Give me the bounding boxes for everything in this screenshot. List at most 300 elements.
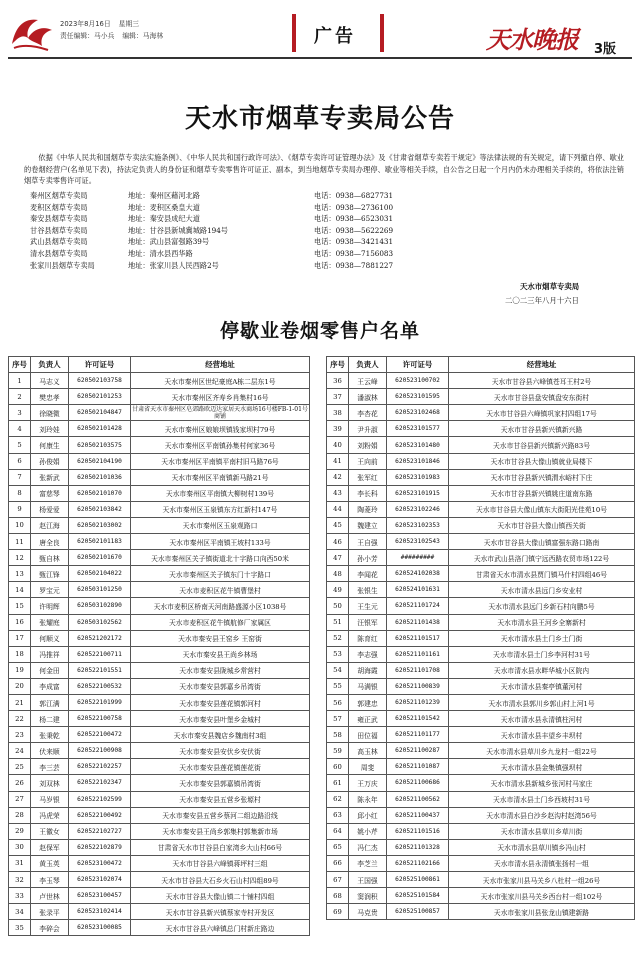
row-address: 天水市秦州区关子镇街道北十字路口向西50米: [131, 550, 310, 566]
row-license: 620521101438: [387, 614, 449, 630]
row-index: 35: [9, 920, 31, 936]
row-person: 赵江海: [31, 517, 69, 533]
row-person: 张新武: [31, 469, 69, 485]
row-address: 天水市甘谷县新兴镇新兴路83号: [449, 437, 635, 453]
row-address: 天水市甘谷县大像山镇二十铺村四组: [131, 888, 310, 904]
row-address: 天水市清水县草川镇乡冯山村: [449, 839, 635, 855]
row-license: 620521101177: [387, 727, 449, 743]
row-person: 马克贵: [349, 904, 387, 920]
bureau-row: [30, 225, 610, 237]
row-index: 2: [9, 389, 31, 405]
row-license: 620524102038: [387, 566, 449, 582]
row-index: 62: [327, 791, 349, 807]
row-license: 620522101999: [69, 694, 131, 710]
row-person: 陶菱玲: [349, 501, 387, 517]
row-person: 李碎会: [31, 920, 69, 936]
bureau-phone: 电话：0938—7156083: [314, 248, 394, 258]
col-header-person: 负责人: [349, 357, 387, 373]
row-index: 33: [9, 888, 31, 904]
page-header: [0, 0, 640, 58]
table-row: [9, 920, 310, 936]
bureau-address: 地址：武山县富强路39号: [128, 237, 210, 247]
row-index: 48: [327, 566, 349, 582]
row-license: 620523100085: [69, 920, 131, 936]
bureau-name: 秦安县烟草专卖局: [30, 214, 88, 224]
signer: 天水市烟草专卖局: [520, 282, 580, 291]
row-address: 天水市秦安县陇城乡常营村: [131, 662, 310, 678]
row-index: 10: [9, 517, 31, 533]
section-name: 广告: [314, 26, 356, 47]
row-person: 陈育红: [349, 630, 387, 646]
row-address: 甘肃省天水市甘谷县白家湾乡大山村66号: [131, 839, 310, 855]
row-person: 李三芸: [31, 759, 69, 775]
table-row: [9, 727, 310, 743]
table-row: [327, 501, 635, 517]
table-row: [9, 373, 310, 389]
row-address: 天水市清水县新城乡张河村马家庄: [449, 775, 635, 791]
row-person: 张银生: [349, 582, 387, 598]
row-person: 杨二建: [31, 711, 69, 727]
row-license: 620523101480: [387, 437, 449, 453]
row-address: 天水市秦州区齐寿乡肖集村16号: [131, 389, 310, 405]
row-index: 57: [327, 711, 349, 727]
table-row: [327, 646, 635, 662]
table-row: [327, 807, 635, 823]
table-row: [327, 662, 635, 678]
row-person: 卢世林: [31, 888, 69, 904]
row-index: 38: [327, 405, 349, 421]
row-license: 620522100908: [69, 743, 131, 759]
table-row: [327, 823, 635, 839]
row-address: 天水市甘谷县盘安镇盘安东街村: [449, 389, 635, 405]
row-index: 31: [9, 855, 31, 871]
table-row: [9, 743, 310, 759]
table-row: [327, 743, 635, 759]
header-divider-right: [380, 14, 384, 52]
row-index: 55: [327, 678, 349, 694]
table-row: [327, 517, 635, 533]
row-address: 天水市清水县秦亭镇董河村: [449, 678, 635, 694]
row-person: 李芝兰: [349, 855, 387, 871]
row-index: 17: [9, 630, 31, 646]
table-row: [9, 534, 310, 550]
row-index: 54: [327, 662, 349, 678]
col-header-license: 许可证号: [69, 357, 131, 373]
row-index: 68: [327, 888, 349, 904]
row-address: 天水市秦州区世纪豪庭A栋二层东1号: [131, 373, 310, 389]
row-address: 天水市甘谷县大石乡火石山村四组89号: [131, 872, 310, 888]
col-header-address: 经营地址: [131, 357, 310, 373]
row-person: 周斐: [349, 759, 387, 775]
bureau-address: 地址：秦州区藉河北路: [128, 191, 200, 200]
row-license: 620523101577: [387, 421, 449, 437]
row-person: 赵保军: [31, 839, 69, 855]
row-person: 马志义: [31, 373, 69, 389]
row-license: 620521100437: [387, 807, 449, 823]
row-license: 620523102353: [387, 517, 449, 533]
row-index: 50: [327, 598, 349, 614]
row-license: 620525100857: [387, 904, 449, 920]
row-license: 620502104190: [69, 453, 131, 469]
row-index: 13: [9, 566, 31, 582]
row-address: 天水市秦州区平南镇大柳树村139号: [131, 485, 310, 501]
row-person: 许明辉: [31, 598, 69, 614]
row-license: 620523102074: [69, 872, 131, 888]
table-row: [9, 662, 310, 678]
row-license: 620521100287: [387, 743, 449, 759]
row-license: 620522100711: [69, 646, 131, 662]
row-license: 620502101036: [69, 469, 131, 485]
row-address: 天水市武山县洛门镇宁远西路农贸市场122号: [449, 550, 635, 566]
row-address: 天水市甘谷县大像山镇富强东路口路南: [449, 534, 635, 550]
row-license: 620525100861: [387, 872, 449, 888]
row-address: 天水市秦安县安伏乡安伏街: [131, 743, 310, 759]
bureau-address: 地址：麦积区桑皇大道: [128, 202, 200, 212]
row-license: 620522100758: [69, 711, 131, 727]
row-license: 620502101183: [69, 534, 131, 550]
table-row: [327, 389, 635, 405]
row-index: 16: [9, 614, 31, 630]
table-row: [327, 469, 635, 485]
table-row: [9, 904, 310, 920]
row-index: 42: [327, 469, 349, 485]
bureau-phone: 电话：0938—5622269: [314, 225, 394, 235]
row-license: 620521101542: [387, 711, 449, 727]
col-header-address: 经营地址: [449, 357, 635, 373]
table-row: [327, 373, 635, 389]
bureau-address: 地址：清水县西华路: [128, 248, 193, 258]
bureau-phone: 电话：0938—3421431: [314, 237, 394, 247]
row-index: 37: [327, 389, 349, 405]
table-row: [9, 759, 310, 775]
row-index: 61: [327, 775, 349, 791]
row-address: 天水市清水县草川乡九龙村一组22号: [449, 743, 635, 759]
row-person: 何顺义: [31, 630, 69, 646]
row-index: 11: [9, 534, 31, 550]
row-address: 天水市秦安县王窑乡 王窑街: [131, 630, 310, 646]
row-address: 天水市甘谷县新兴镇姚庄道南东路: [449, 485, 635, 501]
bureau-address: 地址：秦安县成纪大道: [128, 214, 200, 224]
row-person: 樊忠孝: [31, 389, 69, 405]
row-index: 63: [327, 807, 349, 823]
bureau-name: 武山县烟草专卖局: [30, 237, 88, 247]
row-license: 620521100839: [387, 678, 449, 694]
table-row: [9, 485, 310, 501]
row-index: 52: [327, 630, 349, 646]
row-license: 620521101517: [387, 630, 449, 646]
row-person: 李志强: [349, 646, 387, 662]
row-index: 69: [327, 904, 349, 920]
row-person: 李玉琴: [31, 872, 69, 888]
row-license: 620523102414: [69, 904, 131, 920]
row-license: 620523101595: [387, 389, 449, 405]
table-row: [327, 711, 635, 727]
row-index: 9: [9, 501, 31, 517]
row-person: 杨爱爱: [31, 501, 69, 517]
row-address: 天水市清水县土门乡西坡村31号: [449, 791, 635, 807]
row-license: 620521101516: [387, 823, 449, 839]
bureau-name: 张家川县烟草专卖局: [30, 260, 95, 270]
row-person: 徐晓微: [31, 405, 69, 421]
row-address: 天水市清水县草川乡草川街: [449, 823, 635, 839]
row-address: 天水市秦州区关子镇东门十字路口: [131, 566, 310, 582]
row-address: 天水市张家川县马关乡八杜村一组26号: [449, 872, 635, 888]
row-license: 620525101584: [387, 888, 449, 904]
table-row: [327, 598, 635, 614]
bureau-phone: 电话：0938—7881227: [314, 260, 394, 270]
row-person: 马满银: [349, 678, 387, 694]
row-index: 46: [327, 534, 349, 550]
table-row: [327, 678, 635, 694]
table-row: [327, 904, 635, 920]
row-address: 天水市甘谷县六峰镇蒋坪村三组: [131, 855, 310, 871]
row-index: 65: [327, 839, 349, 855]
row-license: 620502101070: [69, 485, 131, 501]
row-address: 天水市秦州区玉泉观路口: [131, 517, 310, 533]
row-index: 56: [327, 694, 349, 710]
row-address: 天水市清水县水畔华城小区院内: [449, 662, 635, 678]
row-license: 620523100702: [387, 373, 449, 389]
bureau-name: 甘谷县烟草专卖局: [30, 225, 88, 235]
row-address: 天水市麦积区花牛镇航修厂家属区: [131, 614, 310, 630]
row-index: 20: [9, 678, 31, 694]
bureau-address: 地址：张家川县人民西路2号: [128, 260, 219, 270]
row-license: 620521101724: [387, 598, 449, 614]
row-person: 冯仁杰: [349, 839, 387, 855]
proof-credit: 编辑：马海林: [122, 32, 164, 40]
bureau-name: 麦积区烟草专卖局: [30, 202, 88, 212]
row-license: 620502103575: [69, 437, 131, 453]
row-index: 6: [9, 453, 31, 469]
table-row: [327, 566, 635, 582]
table-row: [327, 694, 635, 710]
row-license: 620522100492: [69, 807, 131, 823]
row-index: 19: [9, 662, 31, 678]
issue-date: 2023年8月16日: [60, 20, 111, 28]
row-person: 王国强: [349, 872, 387, 888]
retailer-table-left: [8, 356, 310, 936]
col-header-license: 许可证号: [387, 357, 449, 373]
row-license: 620503102562: [69, 614, 131, 630]
row-index: 5: [9, 437, 31, 453]
row-license: 620521100686: [387, 775, 449, 791]
row-person: 刘双林: [31, 775, 69, 791]
table-row: [9, 888, 310, 904]
row-index: 49: [327, 582, 349, 598]
bureau-row: [30, 260, 610, 272]
row-license: 620502103842: [69, 501, 131, 517]
row-address: 天水市清水县永清镇柱河村: [449, 711, 635, 727]
row-person: 张耀庭: [31, 614, 69, 630]
row-address: 天水市甘谷县大像山镇西关街: [449, 517, 635, 533]
row-index: 58: [327, 727, 349, 743]
row-license: 620523101846: [387, 453, 449, 469]
row-index: 21: [9, 694, 31, 710]
table-row: [9, 711, 310, 727]
table-row: [327, 839, 635, 855]
table-row: [9, 501, 310, 517]
row-address: 天水市甘谷县大像山镇就业局楼下: [449, 453, 635, 469]
announcement-body: 依据《中华人民共和国烟草专卖法实施条例》、《中华人民共和国行政许可法》、《烟草专卖许可证管理办法》及《甘肃省烟草专卖若干规定》等法律法规的有关规定，请下列撤自停、歇业的卷烟经营户(名单见下表)，持法定负责人的身份证和烟草专卖零售许可证正、副本，到当地烟草专卖局办理停、歇业等相关手续，自公告之日起一个月内仍未办理相关手续的，将依法注销烟草专卖零售许可证。: [24, 153, 624, 185]
table-row: [327, 614, 635, 630]
row-index: 43: [327, 485, 349, 501]
row-index: 59: [327, 743, 349, 759]
row-index: 60: [327, 759, 349, 775]
bureau-row: [30, 213, 610, 225]
table-row: [9, 807, 310, 823]
row-license: 620522102599: [69, 791, 131, 807]
row-license: 620521101239: [387, 694, 449, 710]
row-index: 27: [9, 791, 31, 807]
table-row: [9, 550, 310, 566]
bureau-row: [30, 202, 610, 214]
row-person: 唐全良: [31, 534, 69, 550]
row-address: 天水市秦安县叶堡乡金城村: [131, 711, 310, 727]
bureau-phone: 电话：0938—2736100: [314, 202, 394, 212]
row-index: 22: [9, 711, 31, 727]
row-license: 620523100472: [69, 855, 131, 871]
row-address: 天水市秦安县王尚乡林场: [131, 646, 310, 662]
header-divider-left: [292, 14, 296, 52]
row-license: 620502101428: [69, 421, 131, 437]
row-person: 王生元: [349, 598, 387, 614]
page-number: 3版: [594, 42, 617, 57]
row-person: 高玉林: [349, 743, 387, 759]
table-row: [327, 453, 635, 469]
bureau-phone: 电话：0938—6523031: [314, 214, 394, 224]
row-address: 天水市秦安县莲花镇莲花街: [131, 759, 310, 775]
table-row: [327, 759, 635, 775]
table-row: [327, 534, 635, 550]
row-address: 甘肃省天水市清水县贾门镇马什村四组46号: [449, 566, 635, 582]
row-index: 18: [9, 646, 31, 662]
table-row: [327, 421, 635, 437]
table-row: [9, 469, 310, 485]
row-index: 4: [9, 421, 31, 437]
row-person: 张录平: [31, 904, 69, 920]
row-address: 天水市清水县白沙乡赵沟村赵湾56号: [449, 807, 635, 823]
row-license: 620521101328: [387, 839, 449, 855]
row-person: 刘玲娃: [31, 421, 69, 437]
row-license: 620523102468: [387, 405, 449, 421]
row-index: 1: [9, 373, 31, 389]
row-person: 李长科: [349, 485, 387, 501]
row-index: 67: [327, 872, 349, 888]
row-person: 田位福: [349, 727, 387, 743]
row-license: 620521101708: [387, 662, 449, 678]
row-index: 7: [9, 469, 31, 485]
table-row: [9, 421, 310, 437]
row-address: 天水市秦州区平南镇王坡村133号: [131, 534, 310, 550]
row-person: 冯推祥: [31, 646, 69, 662]
row-address: 天水市清水县金集镇强坝村: [449, 759, 635, 775]
row-person: 孙俊娟: [31, 453, 69, 469]
row-address: 天水市秦州区平南镇孙集村何家36号: [131, 437, 310, 453]
row-index: 45: [327, 517, 349, 533]
row-license: 620502101253: [69, 389, 131, 405]
row-license: 620521101087: [387, 759, 449, 775]
row-index: 44: [327, 501, 349, 517]
row-person: 何金田: [31, 662, 69, 678]
bureau-phone: 电话：0938—6827731: [314, 191, 394, 200]
row-index: 25: [9, 759, 31, 775]
row-index: 23: [9, 727, 31, 743]
row-person: 张军红: [349, 469, 387, 485]
row-index: 28: [9, 807, 31, 823]
bureau-row: [30, 236, 610, 248]
row-license: 620502103002: [69, 517, 131, 533]
table-row: [9, 566, 310, 582]
table-row: [327, 437, 635, 453]
newspaper-logo-icon: [8, 14, 54, 52]
table-row: [9, 598, 310, 614]
row-address: 天水市麦积区花牛镇曹堡村: [131, 582, 310, 598]
row-license: 620522101551: [69, 662, 131, 678]
table-row: [9, 775, 310, 791]
row-address: 甘肃省天水市秦州区皂郊路欧迈达家居天水商场16号楼FB-1-01号商铺: [132, 405, 308, 420]
row-index: 3: [9, 405, 31, 421]
row-index: 64: [327, 823, 349, 839]
row-address: 天水市甘谷县六峰镇巩家村四组17号: [449, 405, 635, 421]
row-person: 刘粉娟: [349, 437, 387, 453]
row-person: 马岁银: [31, 791, 69, 807]
table-row: [327, 485, 635, 501]
newspaper-brand: 天水晚报: [486, 25, 578, 54]
row-person: 姚小芹: [349, 823, 387, 839]
bureau-contact-list: [30, 190, 610, 271]
row-license: 620523100457: [69, 888, 131, 904]
table-row: [327, 888, 635, 904]
row-person: 李闻花: [349, 566, 387, 582]
row-person: 黄玉英: [31, 855, 69, 871]
row-license: 620523101915: [387, 485, 449, 501]
row-person: 张秉乾: [31, 727, 69, 743]
row-index: 53: [327, 646, 349, 662]
row-person: 潘淑林: [349, 389, 387, 405]
row-person: 邱小红: [349, 807, 387, 823]
row-address: 天水市甘谷县六峰镇苍耳王村2号: [449, 373, 635, 389]
row-address: 天水市秦州区娘娘坝镇钱家坝村79号: [131, 421, 310, 437]
row-person: 王徽女: [31, 823, 69, 839]
row-person: 胡海霞: [349, 662, 387, 678]
row-index: 47: [327, 550, 349, 566]
row-license: 620523102543: [387, 534, 449, 550]
row-person: 雍正武: [349, 711, 387, 727]
row-address: 天水市秦安县郭嘉镇吊湾街: [131, 775, 310, 791]
row-address: 天水市秦安县五营乡张塬村: [131, 791, 310, 807]
row-license: 620502104847: [69, 405, 131, 421]
bureau-name: 秦州区烟草专卖局: [30, 191, 88, 200]
table-row: [9, 614, 310, 630]
table-row: [9, 646, 310, 662]
row-person: 郭建忠: [349, 694, 387, 710]
row-address: 天水市秦安县莲花镇郭河村: [131, 694, 310, 710]
table-row: [327, 872, 635, 888]
row-license: 620521100562: [387, 791, 449, 807]
row-license: 620503102890: [69, 598, 131, 614]
row-address: 天水市秦安县王尚乡郭集村郭集新市场: [131, 823, 310, 839]
row-index: 66: [327, 855, 349, 871]
row-license: #########: [387, 550, 449, 566]
row-person: 伏来顺: [31, 743, 69, 759]
bureau-name: 清水县烟草专卖局: [30, 248, 88, 258]
row-address: 天水市张家川县马关乡西台村一组102号: [449, 888, 635, 904]
row-address: 天水市清水县王河乡全寨新村: [449, 614, 635, 630]
retailer-table-right: [326, 356, 635, 920]
col-header-index: 序号: [327, 357, 349, 373]
row-index: 32: [9, 872, 31, 888]
row-address: 天水市甘谷县大像山镇东大街阳光佳苑10号: [449, 501, 635, 517]
